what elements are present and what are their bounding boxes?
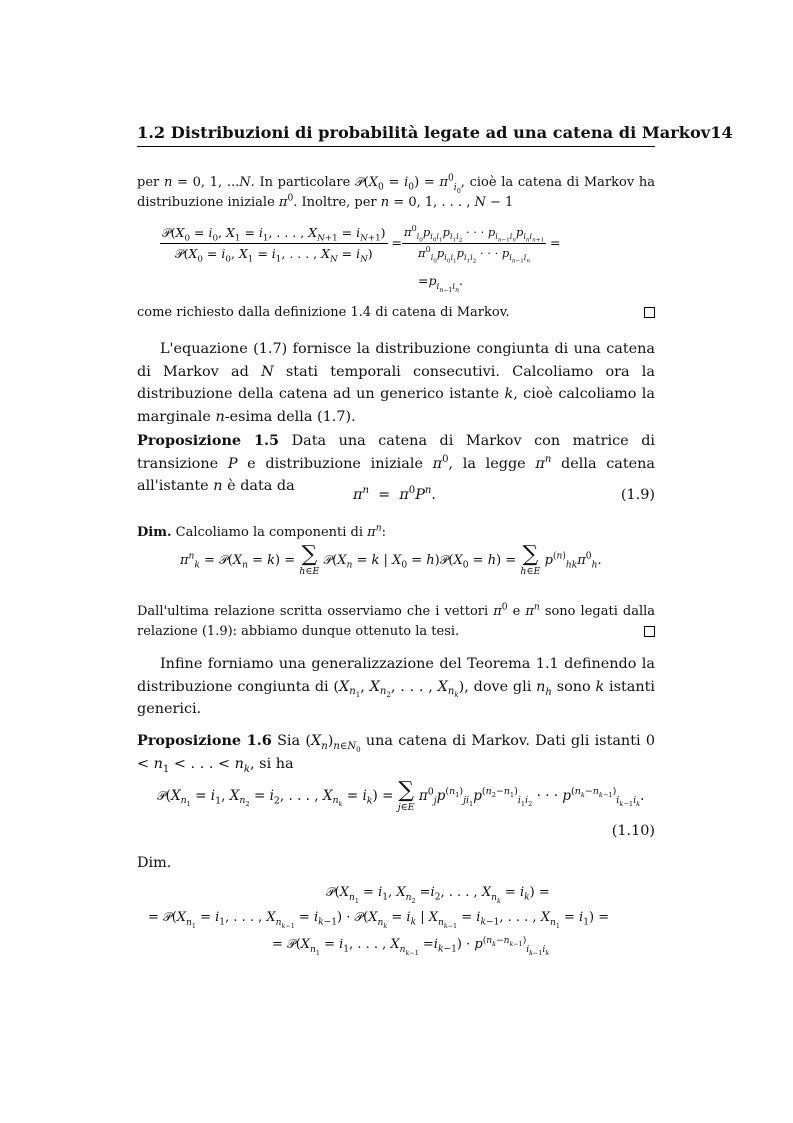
text: una catena di Markov. Dati gli istanti: [365, 733, 641, 749]
text: , la legge: [448, 455, 526, 472]
fraction-right: [402, 224, 546, 265]
denominator: $𝒫(X_0 = i_0$, $X_1 = i_1$, . . . , $X_N = i_N$): [174, 246, 373, 265]
text: sono legati dalla relazione (1.9): abbiamo dunque ottenuto la tesi.: [137, 604, 656, 639]
paragraph-conclusion: [137, 303, 655, 323]
text: e distribuzione iniziale: [247, 455, 423, 472]
qed-symbol: [644, 626, 655, 637]
numerator: $𝒫(X_0 = i_0$, $X_1 = i_1$, . . . , $X_{N+1} = i_{N+1}$): [162, 225, 386, 244]
text: è data da: [227, 478, 295, 495]
qed-symbol: [644, 307, 655, 318]
section-title: 1.2 Distribuzioni di probabilità legate ad una catena di Markov: [137, 123, 711, 142]
sum-sign: ∑: [301, 542, 318, 567]
paragraph-vectors: Dall'ultima relazione scritta osserviamo che i vettori $\pi^0$ e $\pi^n$ sono legati dalla relazione (1.9): abbiamo dunque ottenuto la tesi.: [137, 602, 656, 639]
sum: [299, 544, 319, 577]
text: Sia: [277, 733, 301, 749]
fraction-left: [160, 225, 388, 265]
page-number: 14: [710, 123, 733, 142]
equation-1-9: $\pi^n = \pi^0P^n$.: [353, 485, 436, 503]
equation-marginal: $\pi^n_k$ = $𝒫(X_n = k)$ = ∑ h∈E $𝒫(X_n = k$ | $X_0$ = $h)𝒫(X_0 = h)$ = ∑ h∈E $p^{(n)}_{hk}\pi^0_h$.: [180, 542, 602, 577]
proof-line-2: = $𝒫(X_{n_1} = i_1$, . . . , $X_{n_{k-1}} = i_{k-1}$) · $𝒫(X_{n_k} = i_k$ | $X_{n_{k-1}} = i_{k-1}$, . . . , $X_{n_1} = i_1$) =: [148, 910, 610, 930]
sum-index: h∈E: [520, 566, 541, 577]
equation-result: $=p_{i_{n-1}i_n}$.: [418, 273, 463, 294]
proposition-1-6: Proposizione 1.6 Sia $(X_n)_{n\in N_0}$ una catena di Markov. Dati gli istanti $0 < n_1$ < . . . < $n_k$, si ha: [137, 732, 655, 775]
denominator: $\pi^0_{i_0}p_{i_0i_1}p_{i_1i_2}$ · · · $p_{i_{n-1}i_n}$: [418, 245, 530, 265]
text: -esima della (1.7).: [224, 408, 356, 425]
text: e: [512, 604, 521, 619]
proof-line-3: = $𝒫(X_{n_1} = i_1$, . . . , $X_{n_{k-1}} =i_{k-1}) \cdot p^{(n_k-n_{k-1})}_{i_{k-1}i_k}$: [272, 935, 550, 957]
header-rule: [137, 146, 655, 147]
sum-sign: ∑: [522, 542, 539, 567]
text: . Inoltre, per: [293, 195, 377, 210]
proposition-1-5: Proposizione 1.5 Data una catena di Markov con matrice di transizione P e distribuzione iniziale $\pi^0$, la legge $\pi^n$ della catena all'istante n è data da: [137, 432, 656, 495]
text: , cioè la catena di Markov ha distribuzione iniziale: [137, 175, 655, 210]
proposition-label: Proposizione 1.6: [137, 732, 272, 749]
text: sono: [556, 678, 591, 695]
proposition-label: Proposizione 1.5: [137, 432, 280, 449]
equation-number: (1.9): [620, 487, 655, 503]
text: , si ha: [250, 755, 294, 772]
proof-line-1: $𝒫(X_{n_1} = i_1$, $X_{n_2} =i_2$, . . . , $X_{n_k} = i_k$) =: [326, 885, 550, 905]
sum-index: h∈E: [299, 566, 320, 577]
text: come richiesto dalla definizione 1.4 di catena di Markov.: [137, 305, 510, 320]
equation-number: (1.10): [611, 823, 655, 839]
text: Data una catena di Markov con matrice di transizione: [137, 433, 656, 472]
paragraph-markov-distribution: L'equazione (1.7) fornisce la distribuzione congiunta di una catena di Markov ad N stati temporali consecutivi. Calcoliamo ora la distribuzione della catena ad un generico istante k, cioè calcoliamo la marginale n-esima della (1.7).: [137, 341, 655, 425]
running-header: [137, 123, 733, 142]
proof-label: Dim.: [137, 855, 172, 871]
sum: [520, 544, 540, 577]
equation-transition-fraction: $\frac{𝒫(X_0 = i_0, X_1 = i_1, . . . , X_{N+1} = i_{N+1})}{𝒫(X_0 = i_0, X_1 = i_1, . . . , X_N = i_N)}$ = $\frac{\pi^0_{i_0}p_{i_0i_1}p_{i_1i_2} \cdot \cdot \cdot p_{i_{n-1}i_n}p_{i_ni_{n+1}}}{\pi^0_{i_0}p_{i_0i_1}p_{i_1i_2} \cdot \cdot \cdot p_{i_{n-1}i_n}}$ =: [162, 224, 561, 265]
text: stati temporali consecutivi. Calcoliamo ora la distribuzione della catena ad un generico istante: [137, 363, 655, 403]
text: Dall'ultima relazione scritta osserviamo che i vettori: [137, 604, 489, 619]
text: della catena all'istante: [137, 455, 655, 495]
paragraph-intro: per n = 0, 1, ...N. In particolare $𝒫(X_0 = i_0) = \pi^0_{i_0}$, cioè la catena di Markov ha distribuzione iniziale $\pi^0$. Inoltre, per n = 0, 1, . . . , N − 1: [137, 173, 655, 210]
equation-1-10: $𝒫(X_{n_1} = i_1$, $X_{n_2} = i_2$, . . . , $X_{n_k} = i_k$) = ∑ j∈E $\pi^0_jp^{(n_1)}_{ji_1}p^{(n_2-n_1)}_{i_1i_2}$ · · · $p^{(n_k-n_{k-1})}_{i_{k-1}i_k}$.: [157, 778, 645, 813]
text: istanti generici.: [137, 678, 655, 718]
text: Infine forniamo una generalizzazione del Teorema 1.1 definendo la distribuzione congiunta di: [137, 656, 655, 695]
paragraph-generalization: Infine forniamo una generalizzazione del Teorema 1.1 definendo la distribuzione congiunta di ($X_{n_1}$, $X_{n_2}$, . . . , $X_{n_k}$), dove gli $n_h$ sono k istanti generici.: [137, 656, 655, 718]
text: Calcoliamo la componenti di: [175, 525, 364, 540]
sum: [398, 780, 415, 813]
numerator: $\pi^0_{i_0}p_{i_0i_1}p_{i_1i_2}$ · · · $p_{i_{n-1}i_n}p_{i_ni_{n+1}}$: [404, 224, 545, 244]
text: . In particolare: [250, 175, 351, 190]
proof-1: Dim. Calcoliamo la componenti di $\pi^n$:: [137, 523, 386, 540]
sum-index: j∈E: [397, 802, 415, 813]
sum-sign: ∑: [398, 778, 414, 803]
proof-label: Dim.: [137, 525, 172, 540]
text: , cioè calcoliamo la marginale: [137, 386, 655, 425]
text: per: [137, 175, 160, 190]
text: L'equazione (1.7) fornisce la distribuzione congiunta di una catena di Markov ad: [137, 341, 655, 380]
text: , dove gli: [464, 678, 532, 695]
